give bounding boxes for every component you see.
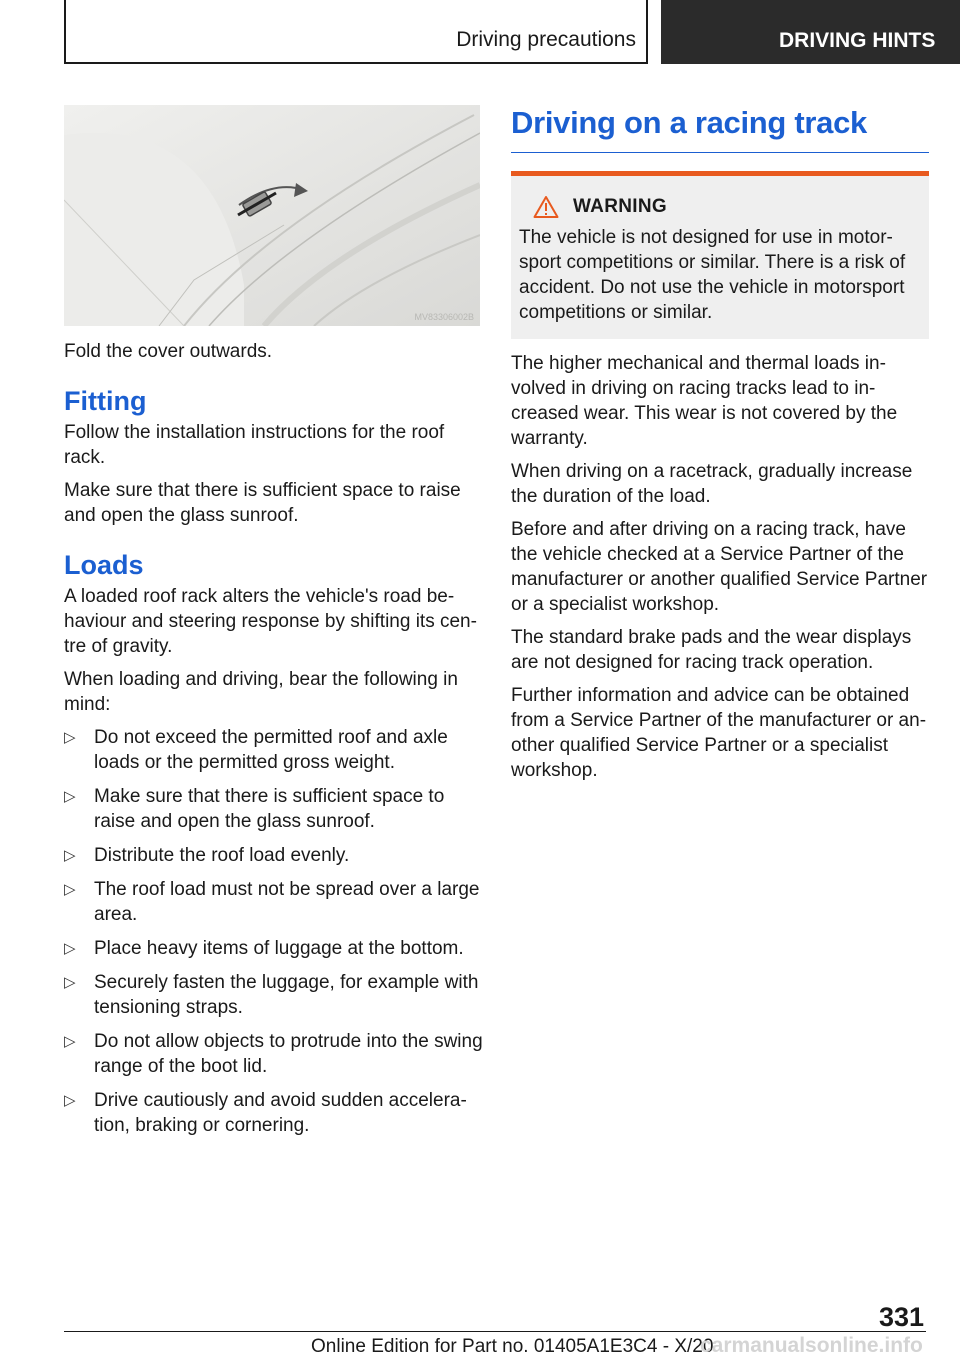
loads-paragraph: A loaded roof rack alters the vehicle's road behaviour and steering response by shifting its centre of gravity. xyxy=(64,586,477,657)
page-number: 331 xyxy=(878,1302,924,1332)
footer-divider xyxy=(64,1331,926,1332)
section-title: Driving precautions xyxy=(456,28,636,51)
list-item xyxy=(64,784,484,835)
chapter-tab: DRIVING HINTS xyxy=(661,0,960,64)
heading-loads: Loads xyxy=(64,550,144,580)
list-item xyxy=(64,725,484,776)
list-item-text: The roof load must not be spread over a large area. xyxy=(94,879,480,925)
loads-list xyxy=(64,725,484,1139)
fitting-paragraph: Make sure that there is sufficient space to raise and open the glass sunroof. xyxy=(64,480,461,526)
list-item-text: Make sure that there is sufficient space to raise and open the glass sunroof. xyxy=(94,786,445,832)
right-column xyxy=(511,100,929,791)
warning-triangle-icon xyxy=(533,195,559,219)
heading-racing-track: Driving on a racing track xyxy=(511,100,929,153)
racing-paragraph: The standard brake pads and the wear displays are not designed for racing track operation. xyxy=(511,627,912,673)
triangle-bullet-icon: ▷ xyxy=(64,881,76,898)
warning-label: WARNING xyxy=(573,196,667,217)
list-item xyxy=(64,1029,484,1080)
racing-paragraph: The higher mechanical and thermal loads involved in driving on racing tracks lead to increased wear. This wear is not covered by the warranty. xyxy=(511,353,898,449)
list-item-text: Drive cautiously and avoid sudden acceleration, braking or cornering. xyxy=(94,1090,467,1136)
racing-body xyxy=(511,351,929,783)
list-item xyxy=(64,877,484,928)
triangle-bullet-icon: ▷ xyxy=(64,847,76,864)
list-item xyxy=(64,936,484,962)
triangle-bullet-icon: ▷ xyxy=(64,788,76,805)
list-item-text: Place heavy items of luggage at the bottom. xyxy=(94,938,464,959)
list-item-text: Securely fasten the luggage, for example with tensioning straps. xyxy=(94,972,479,1018)
fitting-paragraph: Follow the installation instructions for the roof rack. xyxy=(64,422,445,468)
roof-illustration xyxy=(64,105,480,326)
figure-caption: Fold the cover outwards. xyxy=(64,341,273,362)
warning-box xyxy=(511,171,929,339)
racing-paragraph: Further information and advice can be obtained from a Service Partner of the manufacturer or another qualified Service Partner or a specialist workshop. xyxy=(511,685,927,781)
list-item xyxy=(64,970,484,1021)
loads-paragraph: When loading and driving, bear the following in mind: xyxy=(64,669,458,715)
list-item-text: Distribute the roof load evenly. xyxy=(94,845,350,866)
footer-edition: Online Edition for Part no. 01405A1E3C4 - X/20 xyxy=(311,1336,714,1357)
triangle-bullet-icon: ▷ xyxy=(64,1033,76,1050)
list-item xyxy=(64,843,484,869)
footer-watermark: carmanualsonline.info xyxy=(700,1334,923,1357)
triangle-bullet-icon: ▷ xyxy=(64,1092,76,1109)
figure-watermark: MV83306002B xyxy=(414,312,474,322)
heading-fitting: Fitting xyxy=(64,386,147,416)
racing-paragraph: When driving on a racetrack, gradually increase the duration of the load. xyxy=(511,461,913,507)
warning-text: The vehicle is not designed for use in motorsport competitions or similar. There is a risk of accident. Do not use the vehicle in motorsport competitions or similar. xyxy=(519,227,906,323)
roof-rack-cover-image xyxy=(64,105,480,326)
left-column xyxy=(64,339,484,1147)
warning-header xyxy=(519,194,919,219)
list-item-text: Do not allow objects to protrude into the swing range of the boot lid. xyxy=(94,1031,483,1077)
list-item-text: Do not exceed the permitted roof and axle loads or the permitted gross weight. xyxy=(94,727,448,773)
triangle-bullet-icon: ▷ xyxy=(64,729,76,746)
triangle-bullet-icon: ▷ xyxy=(64,974,76,991)
list-item xyxy=(64,1088,484,1139)
triangle-bullet-icon: ▷ xyxy=(64,940,76,957)
racing-paragraph: Before and after driving on a racing track, have the vehicle checked at a Service Partner of the manufacturer or another qualified Service Partner or a specialist workshop. xyxy=(511,519,928,615)
